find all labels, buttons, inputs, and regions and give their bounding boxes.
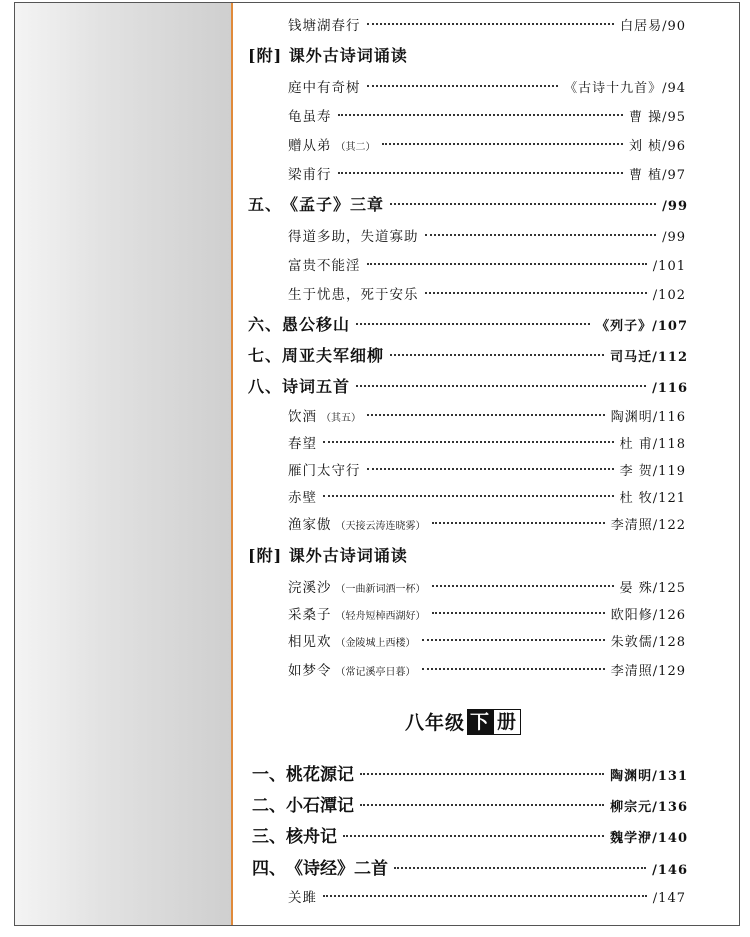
supplement-heading [248, 43, 408, 66]
entry-title: 如梦令 [288, 663, 332, 679]
dot-leader [425, 292, 647, 294]
entry-note: （常记溪亭日暮） [335, 667, 416, 678]
chapter-number: 三、 [252, 827, 286, 847]
dot-leader [356, 385, 646, 387]
entry-author: 李 贺 [619, 464, 653, 479]
entry-page: /101 [652, 259, 686, 274]
dot-leader [432, 585, 614, 587]
chapter-title: 愚公移山 [282, 315, 351, 334]
entry-title: 生于忧患，死于安乐 [288, 287, 419, 303]
entry-author: 曹 操 [628, 110, 663, 125]
chapter-page: /99 [662, 199, 688, 214]
entry-page: /102 [652, 288, 686, 303]
entry-page: /116 [652, 410, 686, 425]
toc-chapter [248, 312, 688, 335]
chapter-author: 陶渊明 [610, 769, 653, 784]
chapter-title: 周亚夫军细柳 [282, 346, 385, 365]
dot-leader [367, 468, 614, 470]
dot-leader [338, 172, 623, 174]
toc-entry [288, 886, 686, 906]
entry-page: /119 [652, 464, 686, 479]
entry-page: /147 [652, 891, 686, 906]
entry-page: /126 [652, 608, 686, 623]
toc-entry [288, 76, 686, 96]
chapter-title: 小石潭记 [286, 796, 354, 816]
entry-title: 赤壁 [288, 490, 317, 506]
dot-leader [367, 23, 615, 25]
dot-leader [390, 354, 604, 356]
entry-page: /125 [652, 581, 686, 596]
entry-page: /121 [652, 491, 686, 506]
entry-author: 杜 甫 [619, 437, 653, 452]
toc-entry [288, 163, 686, 183]
dot-leader [356, 323, 590, 325]
entry-note: （一曲新词酒一杯） [335, 584, 426, 595]
toc-entry [288, 254, 686, 274]
dot-leader [343, 835, 604, 837]
chapter-title: 《孟子》三章 [282, 195, 385, 214]
chapter-page: /140 [652, 831, 688, 846]
toc-entry [288, 225, 686, 245]
dot-leader [338, 114, 623, 116]
entry-title: 饮酒 [288, 409, 317, 425]
chapter-page: /116 [652, 381, 688, 396]
volume-heading [405, 708, 521, 735]
entry-title: 浣溪沙 [288, 580, 332, 596]
entry-author: 欧阳修 [610, 608, 653, 623]
supplement-title: 课外古诗词诵读 [288, 546, 408, 565]
toc-entry [288, 14, 686, 34]
dot-leader [323, 895, 647, 897]
entry-author: 《古诗十九首》 [564, 81, 663, 96]
chapter-author: 司马迁 [610, 350, 653, 365]
toc-entry [288, 513, 686, 533]
grade-label: 八年级 [405, 712, 466, 734]
toc-chapter [248, 374, 688, 397]
toc-chapter [252, 760, 688, 785]
entry-author: 陶渊明 [610, 410, 653, 425]
toc-chapter [248, 343, 688, 366]
entry-author: 白居易 [620, 19, 663, 34]
dot-leader [367, 263, 647, 265]
entry-title: 富贵不能淫 [288, 258, 361, 274]
chapter-author: 魏学洢 [610, 831, 653, 846]
entry-author: 晏 殊 [619, 581, 653, 596]
entry-title: 采桑子 [288, 607, 332, 623]
entry-author: 杜 牧 [619, 491, 653, 506]
toc-entry [288, 405, 686, 425]
entry-page: /90 [662, 19, 686, 34]
entry-page: /97 [662, 168, 686, 183]
entry-page: /99 [662, 230, 686, 245]
toc-chapter [252, 854, 688, 879]
dot-leader [360, 773, 604, 775]
toc-entry [288, 576, 686, 596]
dot-leader [360, 804, 604, 806]
chapter-number: 四、 [252, 859, 286, 879]
toc-chapter [252, 791, 688, 816]
chapter-number: 五、 [248, 195, 283, 214]
supplement-title: 课外古诗词诵读 [288, 46, 408, 65]
chapter-number: 七、 [248, 346, 283, 365]
chapter-author: 柳宗元 [610, 800, 653, 815]
toc-entry [288, 486, 686, 506]
chapter-number: 二、 [252, 796, 286, 816]
dot-leader [323, 441, 614, 443]
chapter-title: 《诗经》二首 [286, 859, 388, 879]
supplement-bracket: [附] [248, 46, 283, 65]
entry-note: （其二） [335, 142, 376, 153]
entry-page: /118 [652, 437, 686, 452]
entry-page: /128 [652, 635, 686, 650]
volume-suffix: 册 [493, 709, 521, 735]
dot-leader [390, 203, 656, 205]
toc-entry [288, 105, 686, 125]
toc-chapter [252, 822, 688, 847]
entry-page: /95 [662, 110, 686, 125]
chapter-title: 诗词五首 [282, 377, 351, 396]
dot-leader [432, 522, 605, 524]
chapter-title: 核舟记 [286, 827, 337, 847]
dot-leader [422, 639, 605, 641]
toc-entry [288, 432, 686, 452]
chapter-page: /112 [652, 350, 688, 365]
dot-leader [367, 414, 605, 416]
chapter-page: /131 [652, 769, 688, 784]
entry-page: /96 [662, 139, 686, 154]
chapter-number: 一、 [252, 765, 286, 785]
entry-author: 曹 植 [628, 168, 663, 183]
dot-leader [425, 234, 657, 236]
toc-entry [288, 630, 686, 650]
entry-author: 李清照 [610, 518, 653, 533]
entry-title: 相见欢 [288, 634, 332, 650]
dot-leader [432, 612, 605, 614]
dot-leader [323, 495, 614, 497]
entry-title: 钱塘湖春行 [288, 18, 361, 34]
entry-title: 春望 [288, 436, 317, 452]
toc-entry [288, 603, 686, 623]
supplement-heading [248, 543, 408, 566]
entry-note: （轻舟短棹西湖好） [335, 611, 426, 622]
chapter-number: 八、 [248, 377, 283, 396]
entry-author: 朱敦儒 [610, 635, 653, 650]
toc-entry [288, 283, 686, 303]
entry-title: 雁门太守行 [288, 463, 361, 479]
dot-leader [394, 867, 646, 869]
toc-entry [288, 134, 686, 154]
dot-leader [367, 85, 559, 87]
entry-page: /129 [652, 664, 686, 679]
chapter-number: 六、 [248, 315, 283, 334]
volume-marker: 下 [467, 709, 493, 735]
entry-title: 赠从弟 [288, 138, 332, 154]
toc-chapter [248, 192, 688, 215]
entry-author: 李清照 [610, 664, 653, 679]
entry-title: 得道多助，失道寡助 [288, 229, 419, 245]
chapter-page: /136 [652, 800, 688, 815]
entry-title: 龟虽寿 [288, 109, 332, 125]
chapter-author: 《列子》 [596, 319, 653, 334]
chapter-page: /146 [652, 863, 688, 878]
entry-page: /94 [662, 81, 686, 96]
chapter-title: 桃花源记 [286, 765, 354, 785]
dot-leader [422, 668, 605, 670]
entry-note: （金陵城上西楼） [335, 638, 416, 649]
supplement-bracket: [附] [248, 546, 283, 565]
dot-leader [382, 143, 623, 145]
entry-page: /122 [652, 518, 686, 533]
entry-author: 刘 桢 [628, 139, 663, 154]
toc-entry [288, 459, 686, 479]
chapter-page: /107 [652, 319, 688, 334]
entry-title: 梁甫行 [288, 167, 332, 183]
entry-title: 关雎 [288, 890, 317, 906]
entry-title: 庭中有奇树 [288, 80, 361, 96]
entry-title: 渔家傲 [288, 517, 332, 533]
toc-entry [288, 659, 686, 679]
entry-note: （其五） [321, 413, 361, 424]
entry-note: （天接云涛连晓雾） [335, 521, 426, 532]
